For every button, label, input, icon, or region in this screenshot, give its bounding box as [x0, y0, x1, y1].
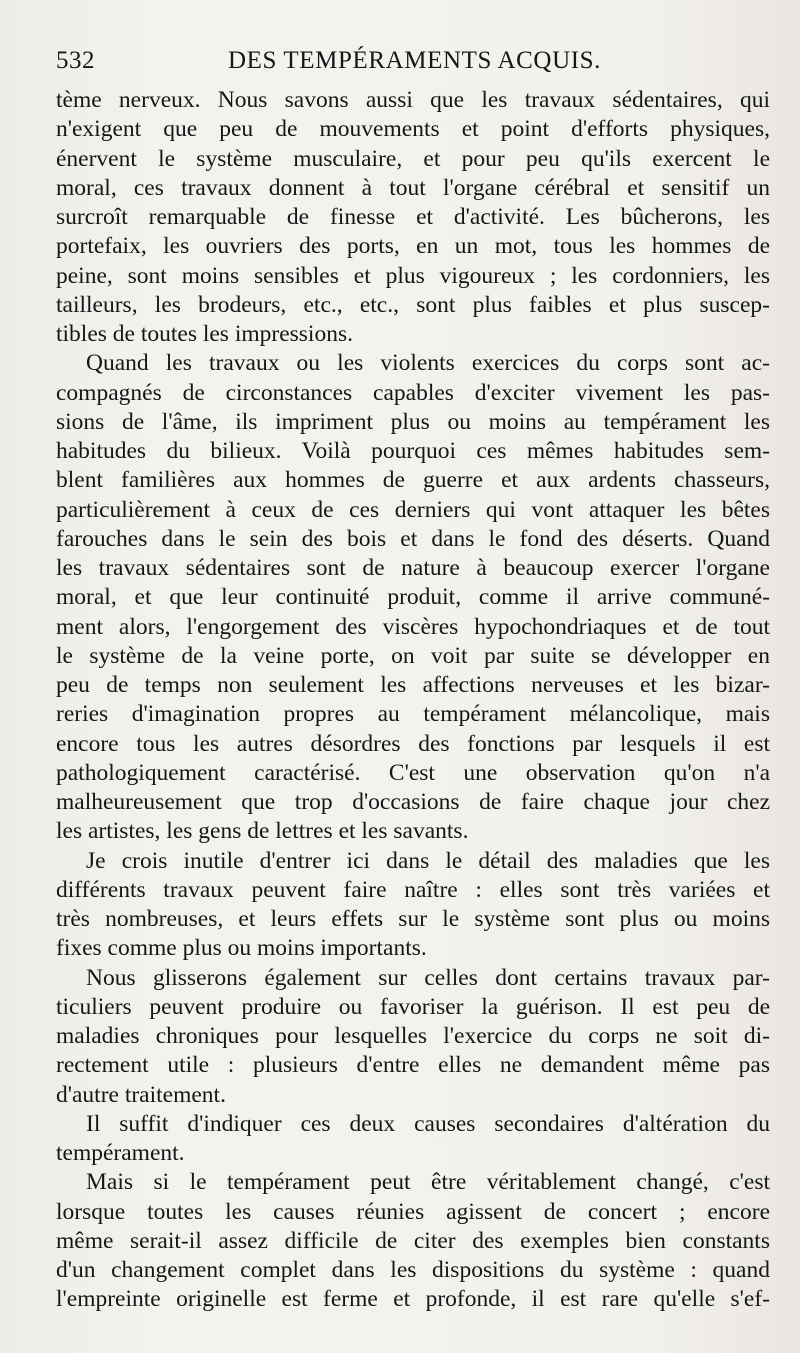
- text-line: n'exigent que peu de mouvements et point d'efforts physiques,: [56, 116, 770, 143]
- paragraph-start-line: Quand les travaux ou les violents exercices du corps sont ac-: [86, 350, 770, 377]
- text-line: très nombreuses, et leurs effets sur le système sont plus ou moins: [56, 906, 770, 932]
- text-line: tailleurs, les brodeurs, etc., etc., sont plus faibles et plus suscep-: [56, 291, 770, 318]
- text-line: portefaix, les ouvriers des ports, en un mot, tous les hommes de: [56, 233, 770, 260]
- text-line: farouches dans le sein des bois et dans le fond des déserts. Quand: [56, 525, 770, 552]
- text-line: encore tous les autres désordres des fonctions par lesquels il est: [56, 730, 770, 757]
- text-line: le système de la veine porte, on voit par suite se développer en: [56, 642, 770, 669]
- text-line: d'autre traitement.: [56, 1081, 226, 1108]
- text-line: maladies chroniques pour lesquelles l'exercice du corps ne soit di-: [56, 1023, 770, 1049]
- text-line: lorsque toutes les causes réunies agissent de concert ; encore: [56, 1198, 770, 1225]
- text-line: moral, et que leur continuité produit, comme il arrive communé-: [56, 584, 770, 611]
- text-line: pathologiquement caractérisé. C'est une observation qu'on n'a: [56, 759, 770, 786]
- text-line: énervent le système musculaire, et pour peu qu'ils exercent le: [56, 145, 770, 172]
- text-line: d'un changement complet dans les dispositions du système : quand: [56, 1257, 770, 1283]
- running-title: DES TEMPÉRAMENTS ACQUIS.: [228, 47, 602, 74]
- body-text: [56, 86, 770, 1315]
- text-line: particulièrement à ceux de ces derniers qui vont attaquer les bêtes: [56, 496, 770, 523]
- paragraph-start-line: Mais si le tempérament peut être véritablement changé, c'est: [86, 1169, 770, 1196]
- paragraph-start-line: Je crois inutile d'entrer ici dans le détail des maladies que les: [86, 847, 770, 874]
- text-line: sions de l'âme, ils impriment plus ou moins au tempérament les: [56, 408, 770, 435]
- text-line: les travaux sédentaires sont de nature à beaucoup exercer l'organe: [56, 555, 770, 581]
- text-line: l'empreinte originelle est ferme et profonde, il est rare qu'elle s'ef-: [56, 1286, 770, 1313]
- text-line: tibles de toutes les impressions.: [56, 321, 353, 347]
- text-line: ticuliers peuvent produire ou favoriser la guérison. Il est peu de: [56, 993, 770, 1020]
- text-line: tempérament.: [56, 1140, 185, 1166]
- text-line: même serait-il assez difficile de citer des exemples bien constants: [56, 1227, 770, 1254]
- text-line: surcroît remarquable de finesse et d'activité. Les bûcherons, les: [56, 204, 770, 230]
- page-number: 532: [56, 47, 95, 74]
- text-line: différents travaux peuvent faire naître : elles sont très variées et: [56, 876, 770, 903]
- paragraph-start-line: Il suffit d'indiquer ces deux causes secondaires d'altération du: [86, 1110, 770, 1137]
- text-line: blent familières aux hommes de guerre et aux ardents chasseurs,: [56, 467, 770, 494]
- paragraph-start-line: Nous glisserons également sur celles dont certains travaux par-: [86, 964, 770, 991]
- text-line: peu de temps non seulement les affections nerveuses et les bizar-: [56, 672, 770, 698]
- text-line: les artistes, les gens de lettres et les savants.: [56, 818, 469, 845]
- text-line: rectement utile : plusieurs d'entre elles ne demandent même pas: [56, 1052, 770, 1079]
- text-line: ment alors, l'engorgement des viscères hypochondriaques et de tout: [56, 613, 770, 640]
- text-line: peine, sont moins sensibles et plus vigoureux ; les cordonniers, les: [56, 262, 770, 289]
- text-line: habitudes du bilieux. Voilà pourquoi ces mêmes habitudes sem-: [56, 438, 770, 464]
- text-line: malheureusement que trop d'occasions de faire chaque jour chez: [56, 789, 770, 815]
- text-line: moral, ces travaux donnent à tout l'organe cérébral et sensitif un: [56, 174, 770, 201]
- text-line: compagnés de circonstances capables d'exciter vivement les pas-: [56, 379, 770, 406]
- text-line: tème nerveux. Nous savons aussi que les travaux sédentaires, qui: [56, 87, 770, 113]
- text-line: reries d'imagination propres au tempérament mélancolique, mais: [56, 701, 770, 728]
- text-line: fixes comme plus ou moins importants.: [56, 935, 427, 962]
